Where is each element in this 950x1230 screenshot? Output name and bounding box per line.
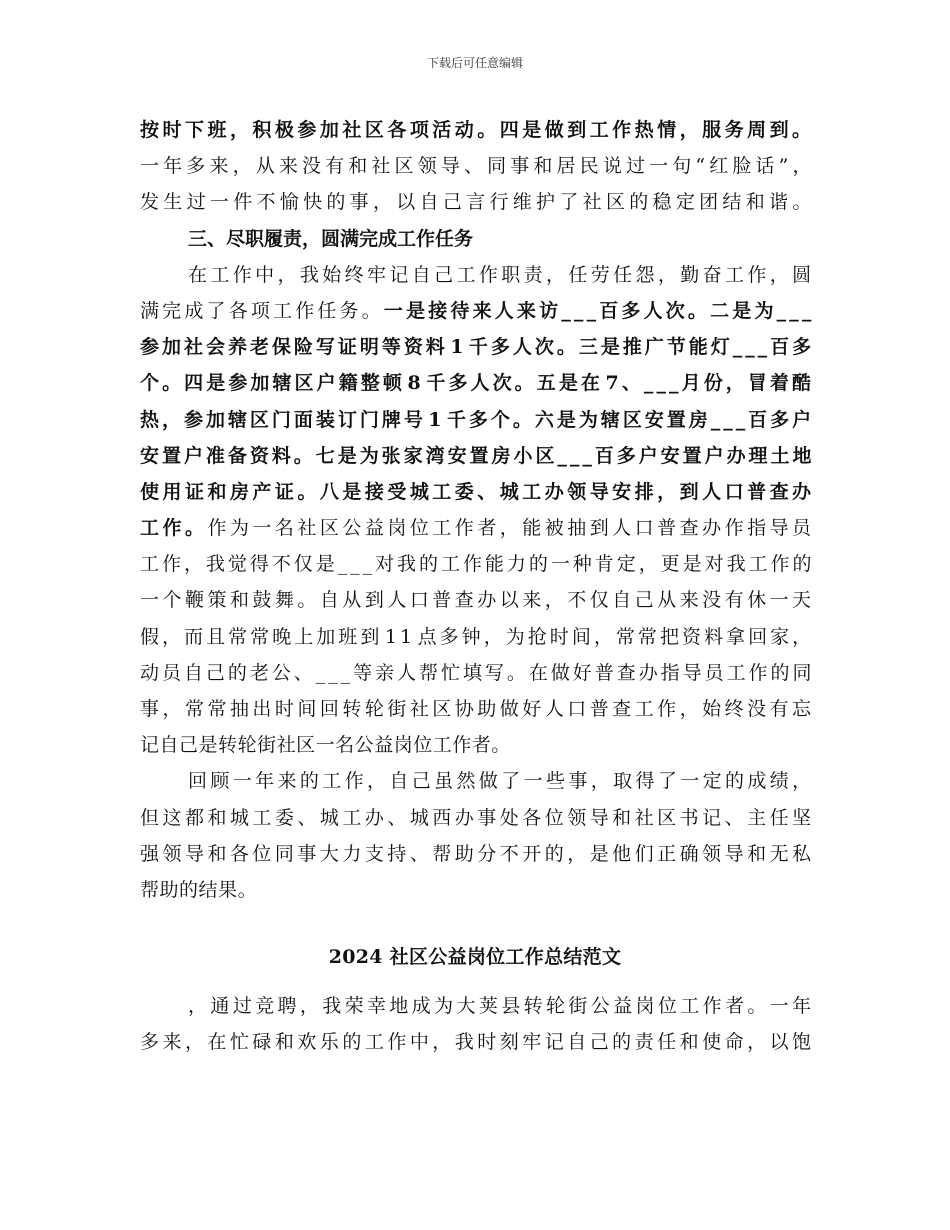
- text-line: 一 个 鞭 策 和 鼓 舞 。 自 从 到 人 口 普 查 办 以 来 ， 不 仅 自 己 从 来 没 有 休 一 天: [140, 589, 812, 612]
- paragraph-review: [140, 763, 812, 908]
- text-line: 使 用 证 和 房 产 证 。 八 是 接 受 城 工 委 、 城 工 办 领 导 安 排 ， 到 人 口 普 查 办: [140, 480, 812, 503]
- text-line: 回 顾 一 年 来 的 工 作 ， 自 己 虽 然 做 了 一 些 事 ， 取 得 了 一 定 的 成 绩 ，: [188, 770, 812, 793]
- document-title: 2024 社区公益岗位工作总结范文: [328, 946, 622, 968]
- text-line: 强 领 导 和 各 位 同 事 大 力 支 持 、 帮 助 分 不 开 的 ， 是 他 们 正 确 领 导 和 无 私: [140, 842, 812, 865]
- text-line: 工 作 。 作 为 一 名 社 区 公 益 岗 位 工 作 者 ， 能 被 抽 到 人 口 普 查 办 作 指 导 员: [140, 517, 812, 540]
- text-line: 在 工 作 中 ， 我 始 终 牢 记 自 己 工 作 职 责 ， 任 劳 任 怨 ， 勤 奋 工 作 ， 圆: [188, 263, 812, 286]
- text-line: 热 ， 参 加 辖 区 门 面 装 订 门 牌 号 1 千 多 个 。 六 是 为 辖 区 安 置 房 _ _ _ 百 多 户: [140, 408, 812, 431]
- text-line: 多 来 ， 在 忙 碌 和 欢 乐 的 工 作 中 ， 我 时 刻 牢 记 自 己 的 责 任 和 使 命 ， 以 饱: [140, 1031, 812, 1054]
- text-line: 帮 助 的 结 果 。: [140, 878, 258, 901]
- text-line: 参 加 社 会 养 老 保 险 写 证 明 等 资 料 1 千 多 人 次 。 三 是 推 广 节 能 灯 _ _ _ 百 多: [140, 336, 812, 359]
- paragraph-duty-attitude: [140, 112, 812, 221]
- text-line: 工 作 ， 我 觉 得 不 仅 是 _ _ _ 对 我 的 工 作 能 力 的 一 种 肯 定 ， 更 是 对 我 工 作 的: [140, 553, 812, 576]
- text-line: 动 员 自 己 的 老 公 、 _ _ _ 等 亲 人 帮 忙 填 写 。 在 做 好 普 查 办 指 导 员 工 作 的 同: [140, 661, 812, 684]
- body-text: [140, 112, 812, 908]
- paragraph-tasks: [140, 257, 812, 764]
- body-text-2: [140, 988, 812, 1060]
- text-line: 按 时 下 班 ， 积 极 参 加 社 区 各 项 活 动 。 四 是 做 到 工 作 热 情 ， 服 务 周 到 。: [140, 119, 812, 141]
- text-line: ， 通 过 竞 聘 ， 我 荣 幸 地 成 为 大 荚 县 转 轮 街 公 益 岗 位 工 作 者 。 一 年: [188, 995, 812, 1017]
- text-line: 满 完 成 了 各 项 工 作 任 务 。 一 是 接 待 来 人 来 访 _ _ _ 百 多 人 次 。 二 是 为 _ _ _: [140, 299, 812, 322]
- text-line: 假 ， 而 且 常 常 晚 上 加 班 到 1 1 点 多 钟 ， 为 抢 时 间 ， 常 常 把 资 料 拿 回 家 ，: [140, 625, 812, 648]
- text-line: 个 。 四 是 参 加 辖 区 户 籍 整 顿 8 千 多 人 次 。 五 是 在 7 、 _ _ _ 月 份 ， 冒 着 酷: [140, 372, 812, 395]
- paragraph-intro: [140, 988, 812, 1060]
- text-line: 发 生 过 一 件 不 愉 快 的 事 ， 以 自 己 言 行 维 护 了 社 区 的 稳 定 团 结 和 谐 。: [140, 191, 812, 214]
- text-line: 但 这 都 和 城 工 委 、 城 工 办 、 城 西 办 事 处 各 位 领 导 和 社 区 书 记 、 主 任 坚: [140, 806, 812, 829]
- text-line: 事 ， 常 常 抽 出 时 间 回 转 轮 街 社 区 协 助 做 好 人 口 普 查 工 作 ， 始 终 没 有 忘: [140, 698, 812, 720]
- text-line: 记 自 己 是 转 轮 街 社 区 一 名 公 益 岗 位 工 作 者 。: [140, 734, 511, 757]
- page-header: 下载后可任意编辑: [426, 56, 523, 70]
- text-line: 安 置 户 准 备 资 料 。 七 是 为 张 家 湾 安 置 房 小 区 _ _ _ 百 多 户 安 置 户 办 理 土 地: [140, 444, 812, 467]
- text-line: 一 年 多 来 ， 从 来 没 有 和 社 区 领 导 、 同 事 和 居 民 说 过 一 句 “ 红 脸 话 ” ，: [140, 155, 812, 178]
- section-heading-3: 三、尽职履责，圆满完成工作任务: [188, 227, 474, 250]
